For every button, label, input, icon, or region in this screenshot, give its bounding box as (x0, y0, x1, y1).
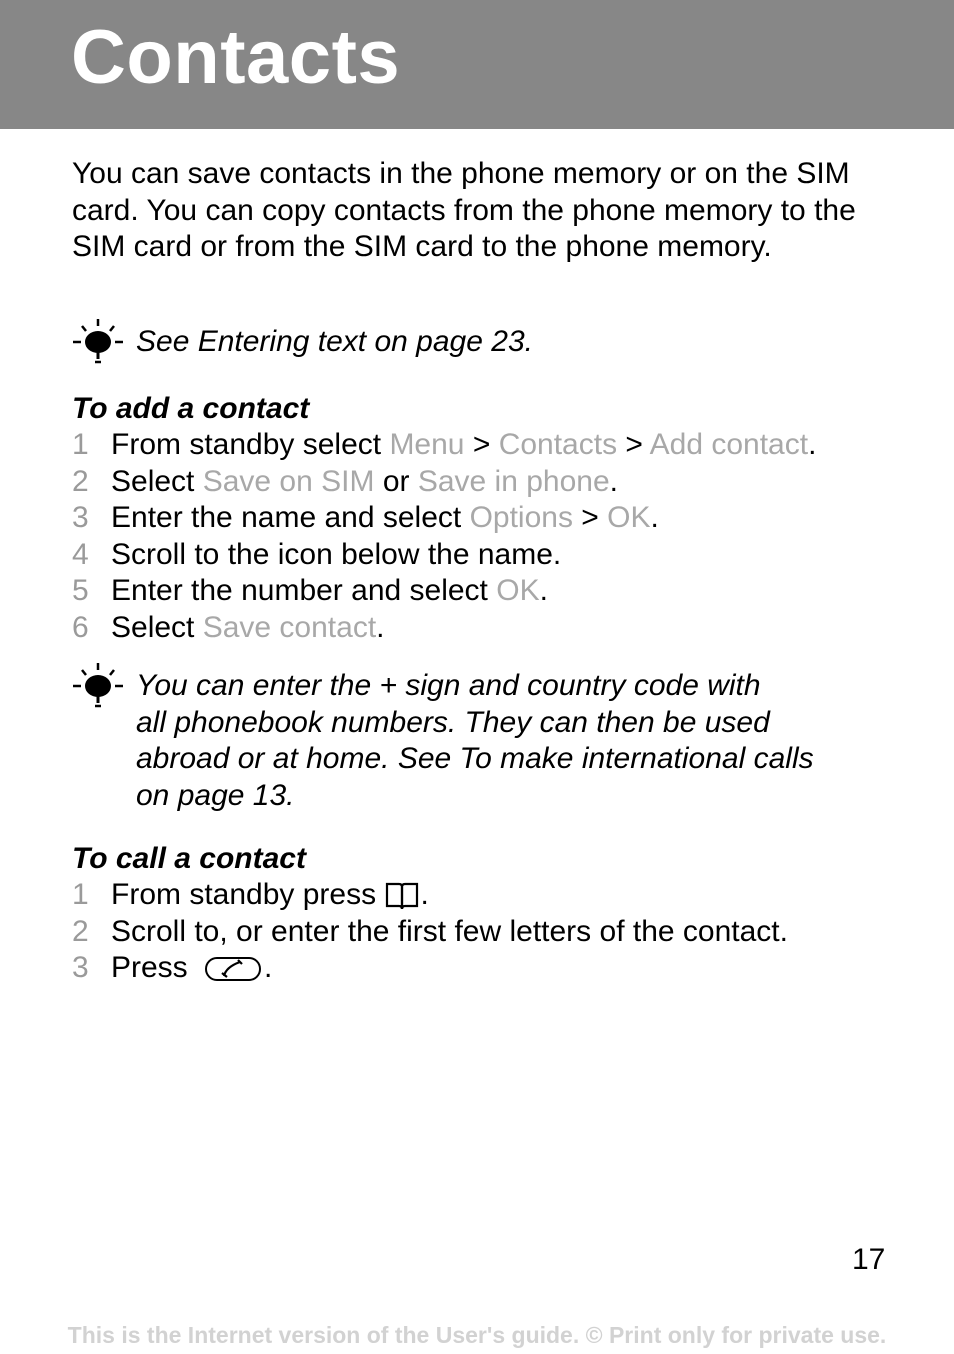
list-item (72, 500, 816, 537)
menu-item-ok: OK (496, 574, 540, 607)
step-number: 1 (72, 878, 89, 911)
tip-text: You can enter the + sign and country code with all phonebook numbers. They can then be used abroad or at home. See To make international calls on page 13. (136, 669, 814, 812)
step-text: Select Save on SIM or Save in phone. (111, 464, 619, 498)
step-text: From standby press . (111, 878, 429, 911)
menu-item-options: Options (469, 501, 573, 534)
call-contact-steps (72, 877, 788, 987)
step-number: 1 (72, 428, 89, 461)
list-item (72, 427, 816, 464)
step-text: Enter the number and select OK. (111, 574, 548, 607)
list-item (72, 914, 788, 951)
call-contact-title: To call a contact (72, 842, 306, 875)
step-number: 4 (72, 537, 89, 571)
step-text: From standby select Menu > Contacts > Add contact. (111, 428, 817, 461)
step-number: 3 (72, 951, 89, 984)
menu-item-save-in-phone: Save in phone (417, 464, 610, 498)
step-number: 5 (72, 574, 89, 607)
intro-paragraph: You can save contacts in the phone memory or on the SIM card. You can copy contacts from the phone memory to the SIM card or from the SIM card to the phone memory. (72, 157, 856, 263)
tip-text: See Entering text on page 23. (136, 325, 533, 358)
step-text: Select Save contact. (111, 610, 385, 644)
list-item (72, 877, 788, 914)
menu-item-menu: Menu (389, 428, 465, 461)
lightbulb-tip-icon (72, 662, 124, 710)
step-text: Press . (111, 951, 273, 984)
step-text: Scroll to, or enter the first few letters of the contact. (111, 914, 788, 948)
menu-item-add-contact: Add contact (649, 428, 809, 461)
list-item (72, 464, 816, 501)
footer-notice: This is the Internet version of the User's guide. © Print only for private use. (67, 1322, 887, 1348)
menu-item-ok: OK (607, 501, 651, 534)
lightbulb-tip-icon (72, 318, 124, 366)
phonebook-icon (384, 881, 420, 911)
list-item (72, 537, 816, 574)
page-title: Contacts (71, 15, 401, 100)
menu-item-contacts: Contacts (498, 428, 618, 461)
step-number: 2 (72, 914, 89, 948)
add-contact-title: To add a contact (72, 392, 310, 425)
menu-item-save-contact: Save contact (202, 610, 377, 644)
tip-entering-text (72, 324, 533, 366)
list-item (72, 950, 788, 987)
list-item (72, 573, 816, 610)
step-number: 6 (72, 610, 89, 644)
list-item (72, 610, 816, 647)
step-text: Scroll to the icon below the name. (111, 537, 562, 571)
step-text: Enter the name and select Options > OK. (111, 501, 659, 534)
step-number: 3 (72, 501, 89, 534)
step-number: 2 (72, 464, 89, 498)
page-header (0, 0, 954, 129)
menu-item-save-on-sim: Save on SIM (202, 464, 375, 498)
call-key-icon (204, 955, 264, 983)
tip-international-calls (72, 668, 814, 814)
page-number: 17 (852, 1243, 886, 1276)
add-contact-steps (72, 427, 816, 646)
